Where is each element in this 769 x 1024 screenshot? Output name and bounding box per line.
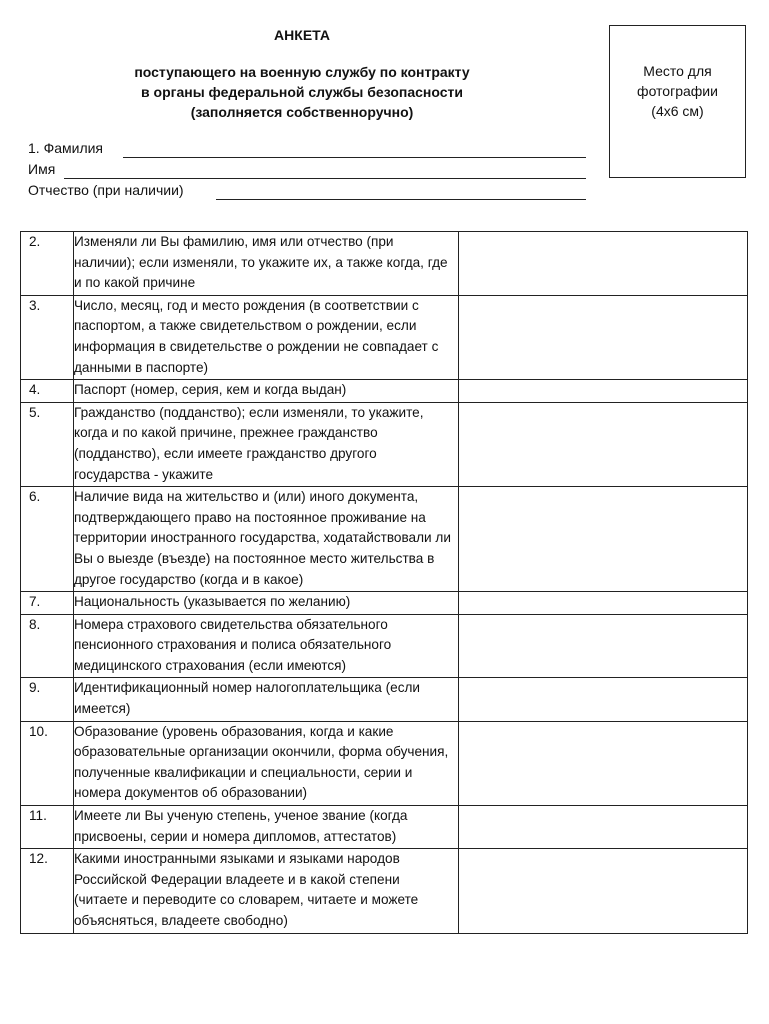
- form-subtitle-line3: (заполняется собственноручно): [190, 104, 414, 120]
- question-text: Гражданство (подданство); если изменяли, то укажите, когда и по какой причине, прежнее гражданство (подданство), если имеете гражданство другого государства - укажите: [74, 402, 459, 486]
- answer-cell[interactable]: [459, 380, 748, 403]
- questionnaire-table: [20, 231, 748, 934]
- question-number: 7.: [21, 592, 74, 615]
- table-row: [21, 402, 748, 486]
- table-row: [21, 849, 748, 933]
- question-number: 6.: [21, 487, 74, 592]
- question-text: Имеете ли Вы ученую степень, ученое звание (когда присвоены, серии и номера дипломов, аттестатов): [74, 806, 459, 849]
- answer-cell[interactable]: [459, 295, 748, 379]
- table-row: [21, 487, 748, 592]
- form-subtitle-line2: в органы федеральной службы безопасности: [141, 84, 463, 100]
- question-text: Какими иностранными языками и языками народов Российской Федерации владеете и в какой степени (читаете и переводите со словарем, читаете и можете объясняться, владеете свободно): [74, 849, 459, 933]
- question-text: Идентификационный номер налогоплательщика (если имеется): [74, 678, 459, 721]
- photo-label-line2: фотографии: [637, 83, 718, 99]
- table-row: [21, 806, 748, 849]
- table-row: [21, 721, 748, 805]
- answer-cell[interactable]: [459, 402, 748, 486]
- answer-cell[interactable]: [459, 849, 748, 933]
- question-text: Наличие вида на жительство и (или) иного документа, подтверждающего право на постоянное проживание на территории иностранного государства, ходатайствовали ли Вы о выезде (въезде) на постоянное место жительства в другое государство (когда и в какое): [74, 487, 459, 592]
- question-number: 2.: [21, 232, 74, 296]
- question-number: 8.: [21, 614, 74, 678]
- answer-cell[interactable]: [459, 232, 748, 296]
- table-row: [21, 678, 748, 721]
- question-number: 5.: [21, 402, 74, 486]
- form-subtitle-line1: поступающего на военную службу по контракту: [134, 64, 470, 80]
- question-number: 4.: [21, 380, 74, 403]
- question-number: 3.: [21, 295, 74, 379]
- table-row: [21, 614, 748, 678]
- question-text: Число, месяц, год и место рождения (в соответствии с паспортом, а также свидетельством о рождении, если информация в свидетельстве о рождении не совпадает с данными в паспорте): [74, 295, 459, 379]
- table-row: [21, 592, 748, 615]
- answer-cell[interactable]: [459, 614, 748, 678]
- photo-label-line1: Место для: [643, 63, 712, 79]
- question-text: Паспорт (номер, серия, кем и когда выдан): [74, 380, 459, 403]
- photo-placeholder: [609, 25, 746, 178]
- table-row: [21, 380, 748, 403]
- question-number: 10.: [21, 721, 74, 805]
- answer-cell[interactable]: [459, 806, 748, 849]
- question-text: Национальность (указывается по желанию): [74, 592, 459, 615]
- patronymic-field[interactable]: [216, 199, 586, 200]
- question-number: 12.: [21, 849, 74, 933]
- question-number: 9.: [21, 678, 74, 721]
- answer-cell[interactable]: [459, 721, 748, 805]
- surname-field[interactable]: [123, 157, 586, 158]
- answer-cell[interactable]: [459, 678, 748, 721]
- first-name-field[interactable]: [64, 178, 586, 179]
- photo-label-line3: (4х6 см): [651, 103, 704, 119]
- table-row: [21, 232, 748, 296]
- question-text: Изменяли ли Вы фамилию, имя или отчество (при наличии); если изменяли, то укажите их, а также когда, где и по какой причине: [74, 232, 459, 296]
- answer-cell[interactable]: [459, 592, 748, 615]
- table-row: [21, 295, 748, 379]
- form-title: АНКЕТА: [274, 27, 330, 43]
- surname-label: 1. Фамилия: [28, 140, 104, 156]
- answer-cell[interactable]: [459, 487, 748, 592]
- first-name-label: Имя: [28, 161, 56, 177]
- question-text: Номера страхового свидетельства обязательного пенсионного страхования и полиса обязательного медицинского страхования (если имеются): [74, 614, 459, 678]
- question-text: Образование (уровень образования, когда и какие образовательные организации окончили, форма обучения, полученные квалификации и специальности, серии и номера документов об образовании): [74, 721, 459, 805]
- question-number: 11.: [21, 806, 74, 849]
- patronymic-label: Отчество (при наличии): [28, 182, 184, 198]
